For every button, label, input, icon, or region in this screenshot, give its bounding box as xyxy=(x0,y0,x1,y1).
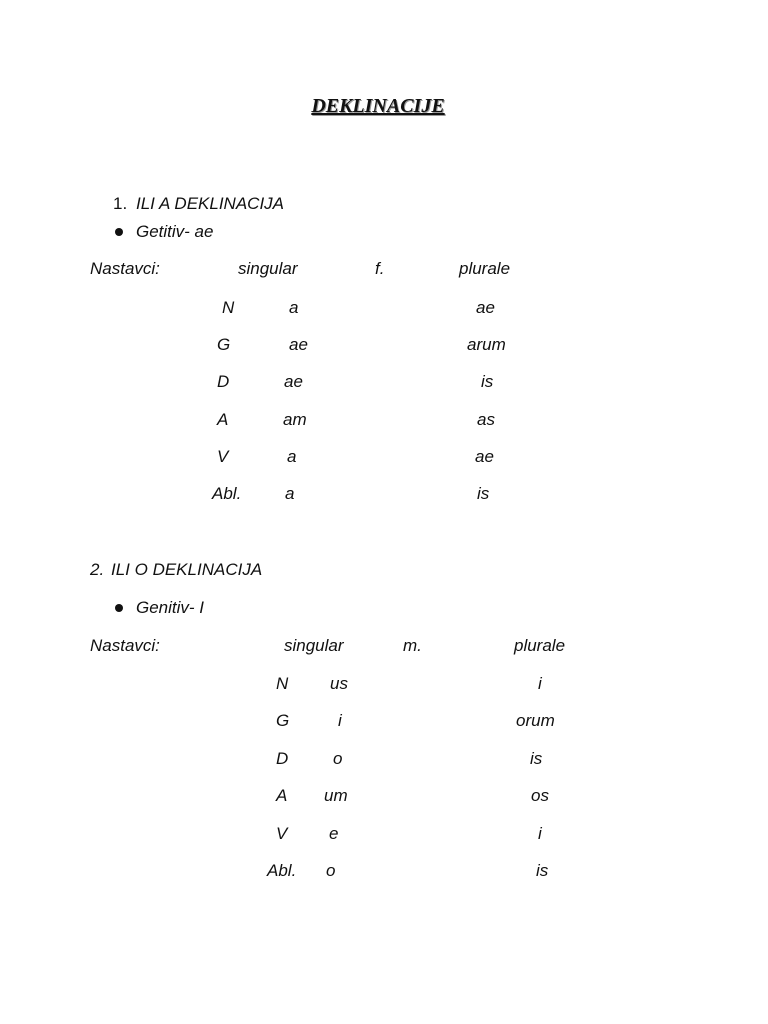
bullet-icon xyxy=(115,604,123,612)
s1-case-cell: G xyxy=(217,335,231,354)
s1-plural-cell: is xyxy=(481,372,494,391)
s1-plural-cell: ae xyxy=(475,447,494,466)
section-2-label: Nastavci: xyxy=(90,636,160,655)
s1-case-cell: Abl. xyxy=(212,484,242,503)
s1-singular-cell: ae xyxy=(289,335,308,354)
s2-case-cell: G xyxy=(276,711,290,730)
s2-plural-cell: i xyxy=(538,824,542,843)
section-2-heading: ILI O DEKLINACIJA xyxy=(111,560,263,579)
s1-plural-cell: as xyxy=(477,410,495,429)
s1-plural-cell: is xyxy=(477,484,490,503)
s2-singular-cell: o xyxy=(326,861,336,880)
s1-singular-cell: a xyxy=(287,447,297,466)
s1-plural-cell: ae xyxy=(476,298,495,317)
s2-plural-cell: is xyxy=(536,861,549,880)
s1-case-cell: A xyxy=(217,410,229,429)
s2-plural-cell: os xyxy=(531,786,549,805)
s2-plural-cell: i xyxy=(538,674,542,693)
section-1-bullet-text: Getitiv- ae xyxy=(136,222,214,241)
s2-plural-cell: is xyxy=(530,749,543,768)
section-1-label: Nastavci: xyxy=(90,259,160,278)
section-2-gender: m. xyxy=(403,636,422,655)
s2-plural-cell: orum xyxy=(516,711,555,730)
document-title: DEKLINACIJE xyxy=(311,95,445,117)
s1-case-cell: V xyxy=(217,447,229,466)
section-1-col-singular: singular xyxy=(238,259,298,278)
section-2-col-singular: singular xyxy=(284,636,344,655)
section-1-col-plural: plurale xyxy=(459,259,511,278)
s2-case-cell: A xyxy=(276,786,288,805)
s1-singular-cell: a xyxy=(285,484,295,503)
section-1-heading: ILI A DEKLINACIJA xyxy=(136,194,285,213)
s1-singular-cell: a xyxy=(289,298,299,317)
section-1-gender: f. xyxy=(375,259,385,278)
s2-singular-cell: us xyxy=(330,674,348,693)
section-2-col-plural: plurale xyxy=(514,636,566,655)
s2-singular-cell: um xyxy=(324,786,348,805)
s1-plural-cell: arum xyxy=(467,335,506,354)
s2-singular-cell: e xyxy=(329,824,339,843)
section-1-number: 1. xyxy=(113,194,128,213)
s2-case-cell: N xyxy=(276,674,289,693)
s2-case-cell: Abl. xyxy=(267,861,297,880)
s1-singular-cell: am xyxy=(283,410,307,429)
s1-singular-cell: ae xyxy=(284,372,303,391)
s1-case-cell: N xyxy=(222,298,235,317)
s2-case-cell: V xyxy=(276,824,288,843)
s2-singular-cell: i xyxy=(338,711,342,730)
s2-case-cell: D xyxy=(276,749,289,768)
section-2-bullet-text: Genitiv- I xyxy=(136,598,205,617)
s2-singular-cell: o xyxy=(333,749,343,768)
section-2-number: 2. xyxy=(90,560,105,579)
s1-case-cell: D xyxy=(217,372,230,391)
bullet-icon xyxy=(115,228,123,236)
